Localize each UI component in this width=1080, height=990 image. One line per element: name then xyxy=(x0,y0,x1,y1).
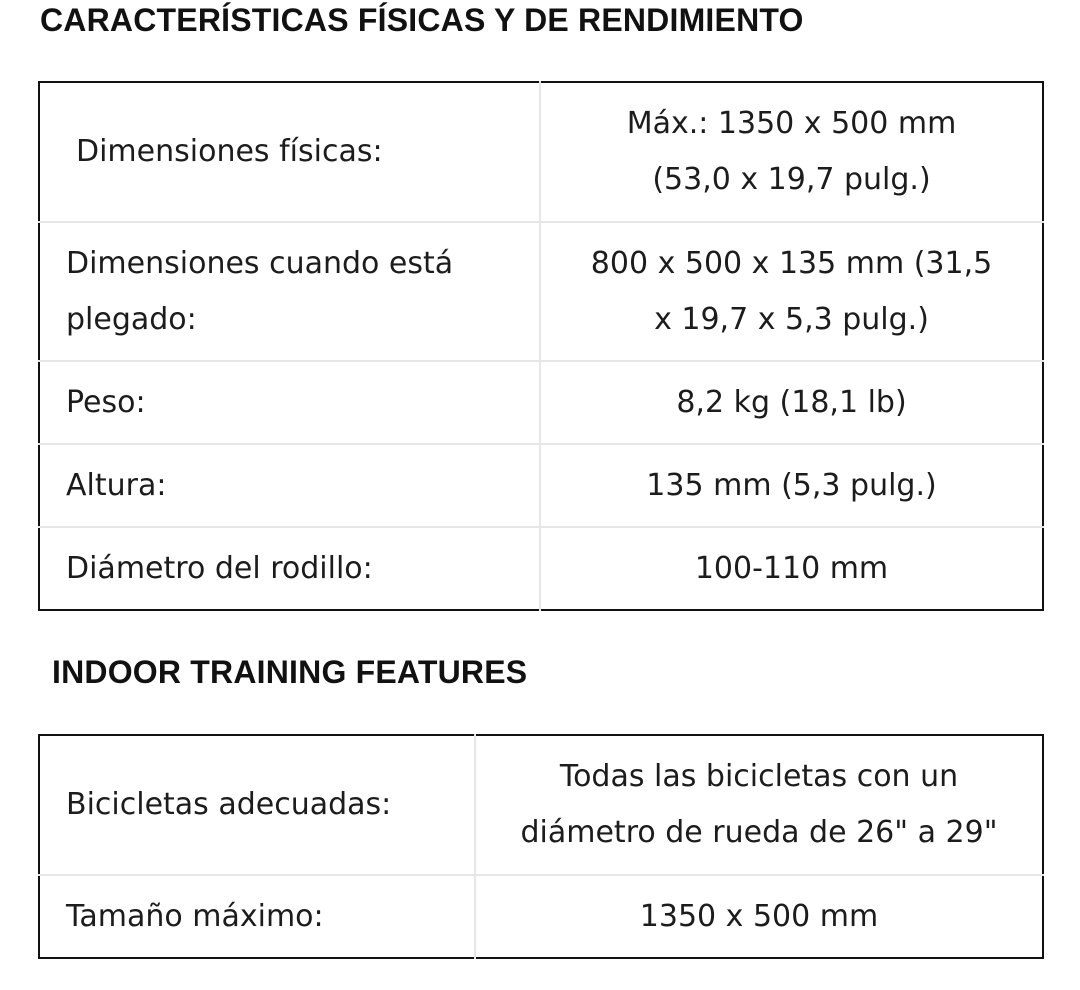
table-row xyxy=(39,875,1043,958)
spec-label xyxy=(39,222,540,361)
spec-value-line: Máx.: 1350 x 500 mm xyxy=(626,106,957,141)
spec-label-line: plegado: xyxy=(66,301,197,337)
spec-value: 8,2 kg (18,1 lb) xyxy=(540,361,1043,444)
spec-value xyxy=(475,735,1043,875)
table-row xyxy=(39,361,1043,444)
spec-value: 1350 x 500 mm xyxy=(639,898,879,934)
table-row xyxy=(39,527,1043,610)
spec-label: Altura: xyxy=(39,444,540,527)
physical-specs-table xyxy=(38,81,1044,611)
spec-value xyxy=(540,82,1043,222)
spec-label-line: Dimensiones cuando está xyxy=(66,245,454,281)
spec-value: 100-110 mm xyxy=(694,550,889,586)
spec-label: Tamaño máximo: xyxy=(39,875,475,958)
section-title-physical-performance: CARACTERÍSTICAS FÍSICAS Y DE RENDIMIENTO xyxy=(40,2,804,38)
spec-label: Bicicletas adecuadas: xyxy=(39,735,475,875)
spec-value xyxy=(540,222,1043,361)
table-row xyxy=(39,222,1043,361)
spec-value-line: diámetro de rueda de 26" a 29" xyxy=(520,815,998,850)
spec-label xyxy=(39,82,540,222)
spec-value-line: (53,0 x 19,7 pulg.) xyxy=(652,162,931,197)
spec-value: 135 mm (5,3 pulg.) xyxy=(540,444,1043,527)
spec-label: Diámetro del rodillo: xyxy=(39,527,540,610)
table-row xyxy=(39,735,1043,875)
spec-value-line: Todas las bicicletas con un xyxy=(559,759,959,794)
spec-label-text: Dimensiones físicas: xyxy=(76,134,383,169)
indoor-training-table xyxy=(38,734,1044,959)
table-row xyxy=(39,82,1043,222)
spec-value-line: x 19,7 x 5,3 pulg.) xyxy=(654,301,929,337)
section-title-indoor-training: INDOOR TRAINING FEATURES xyxy=(52,654,528,690)
spec-value-line: 800 x 500 x 135 mm (31,5 xyxy=(590,245,993,281)
table-row xyxy=(39,444,1043,527)
spec-label: Peso: xyxy=(39,361,540,444)
